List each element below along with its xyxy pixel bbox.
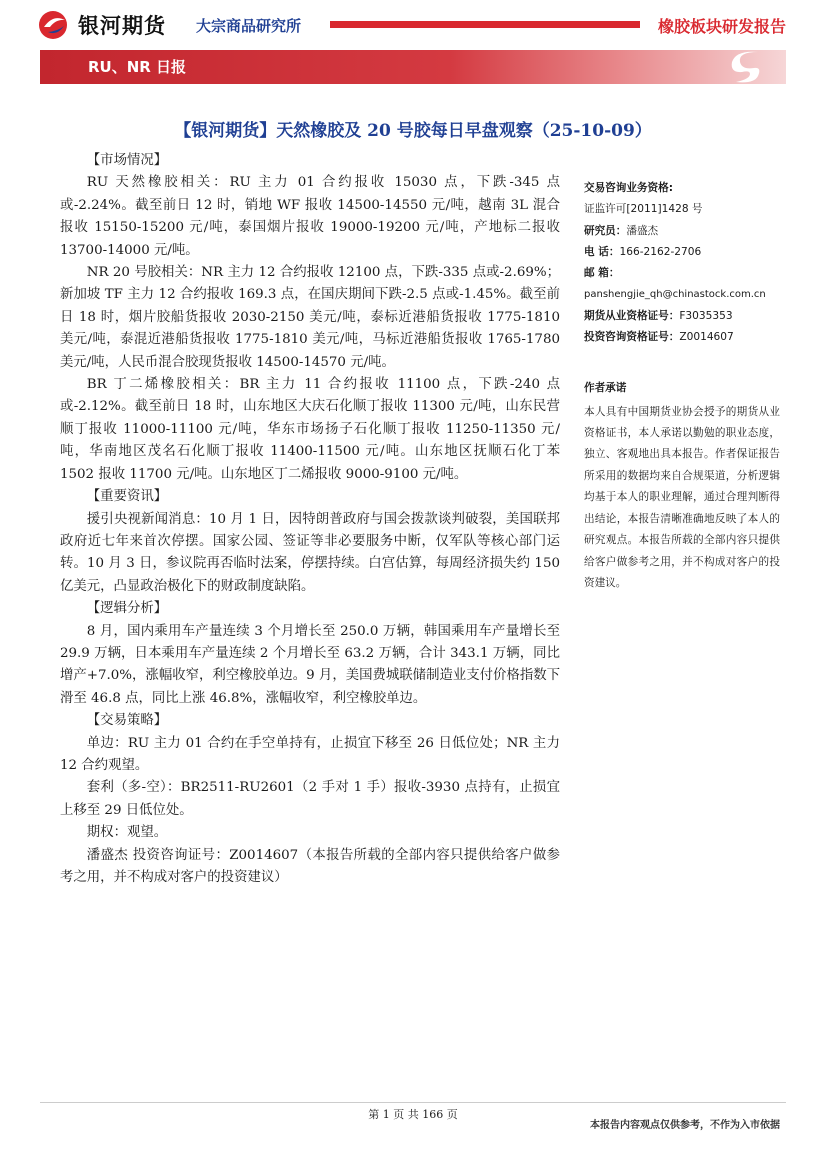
market-nr-paragraph: NR 20 号胶相关：NR 主力 12 合约报收 12100 点，下跌-335 点或-2.69%；新加坡 TF 主力 12 合约报收 169.3 点，在国庆期间下跌-2.5 点或-1.45%。截至前日 18 时，烟片胶船货报收 2030-2150 美元/吨，泰标近港船货报收 1775-1810 美元/吨，泰混近港船货报收 1775-1810 美元/吨，马标近港船货报收 1765-1780 美元/吨，人民币混合胶现货报收 14500-14570 元/吨。 [60,265,560,370]
institute-name: 大宗商品研究所 [196,17,302,35]
sidebar [584,178,780,594]
section-banner [40,50,786,84]
brand-name: 银河期货 [78,14,166,38]
report-title: 【银河期货】天然橡胶及 20 号胶每日早盘观察（25-10-09） [174,121,652,141]
email-value: panshengjie_qh@chinastock.com.cn [584,289,766,301]
futures-cert-label: 期货从业资格证号： [584,309,680,322]
strategy-arbitrage-paragraph: 套利（多-空）：BR2511-RU2601（2 手对 1 手）报收-3930 点持有，止损宜上移至 29 日低位处。 [60,780,560,818]
author-commitment-body: 本人具有中国期货业协会授予的期货从业资格证书，本人承诺以勤勉的职业态度，独立、客观地出具本报告。作者保证报告所采用的数据均来自合规渠道，分析逻辑均基于本人的职业理解，通过合理判断得出结论，本报告清晰准确地反映了本人的研究观点。本报告所载的全部内容只提供给客户做参考之用，并不构成对客户的投资建议。 [584,405,780,589]
invest-cert-value: Z0014607 [679,331,734,344]
banner-label: RU、NR 日报 [88,58,187,76]
market-ru-paragraph: RU 天然橡胶相关：RU 主力 01 合约报收 15030 点，下跌-345 点或-2.24%。截至前日 12 时，销地 WF 报收 14500-14550 元/吨，越南 3L 混合报收 15150-15200 元/吨，泰国烟片报收 19000-19200 元/吨，产地标二报收 13700-14000 元/吨。 [60,175,560,258]
phone-value: 166-2162-2706 [619,245,702,258]
strategy-heading: 【交易策略】 [86,713,168,729]
phone-label: 电 话： [584,245,620,258]
page-number: 第 1 页 共 166 页 [368,1108,458,1121]
logic-paragraph: 8 月，国内乘用车产量连续 3 个月增长至 250.0 万辆，韩国乘用车产量增长至 29.9 万辆，日本乘用车产量连续 2 个月增长至 63.2 万辆，合计 343.1 万辆，同比增产+7.0%，涨幅收窄，利空橡胶单边。9 月，美国费城联储制造业支付价格指数下滑至 46.8 点，同比上涨 46.8%，涨幅收窄，利空橡胶单边。 [60,623,560,706]
author-paragraph: 潘盛杰 投资咨询证号：Z0014607（本报告所载的全部内容只提供给客户做参考之用，并不构成对客户的投资建议） [60,847,560,885]
qualification-value: 证监许可[2011]1428 号 [584,203,703,216]
header-divider [330,21,640,28]
market-heading: 【市场情况】 [86,153,168,168]
market-br-paragraph: BR 丁二烯橡胶相关：BR 主力 11 合约报收 11100 点，下跌-240 点或-2.12%。截至前日 18 时，山东地区大庆石化顺丁报收 11300 元/吨，山东民营顺丁报收 11000-11100 元/吨，华东市场扬子石化顺丁报收 11250-11350 元/吨，华南地区茂名石化顺丁报收 11400-11500 元/吨。山东地区抚顺石化丁苯 1502 报收 11700 元/吨。山东地区丁二烯报收 9000-9100 元/吨。 [60,377,560,482]
email-label: 邮 箱： [584,267,620,280]
report-type: 橡胶板块研发报告 [657,17,786,36]
strategy-single-paragraph: 单边：RU 主力 01 合约在手空单持有，止损宜下移至 26 日低位处；NR 主力 12 合约观望。 [60,735,560,773]
researcher-label: 研究员： [584,224,627,237]
footer-divider [40,1102,786,1103]
author-commitment-heading: 作者承诺 [584,382,627,395]
logic-heading: 【逻辑分析】 [86,601,168,617]
qualification-label: 交易咨询业务资格: [584,182,673,194]
strategy-option-paragraph: 期权：观望。 [86,825,168,841]
invest-cert-label: 投资咨询资格证号： [584,331,680,344]
footer-disclaimer: 本报告内容观点仅供参考，不作为入市依据 [590,1120,780,1131]
researcher-name: 潘盛杰 [626,224,659,237]
brand-logo [38,10,166,40]
futures-cert-value: F3035353 [679,309,733,322]
news-heading: 【重要资讯】 [86,489,168,505]
swoosh-icon [728,48,768,86]
main-content [60,150,560,889]
news-paragraph: 援引央视新闻消息：10 月 1 日，因特朗普政府与国会拨款谈判破裂，美国联邦政府近七年来首次停摆。国家公园、签证等非必要服务中断，仅军队等核心部门运转。10 月 3 日，参议院再否临时法案，停摆持续。白宫估算，每周经济损失约 150 亿美元，凸显政治极化下的财政制度缺陷。 [60,511,560,594]
galaxy-logo-icon [38,10,72,40]
